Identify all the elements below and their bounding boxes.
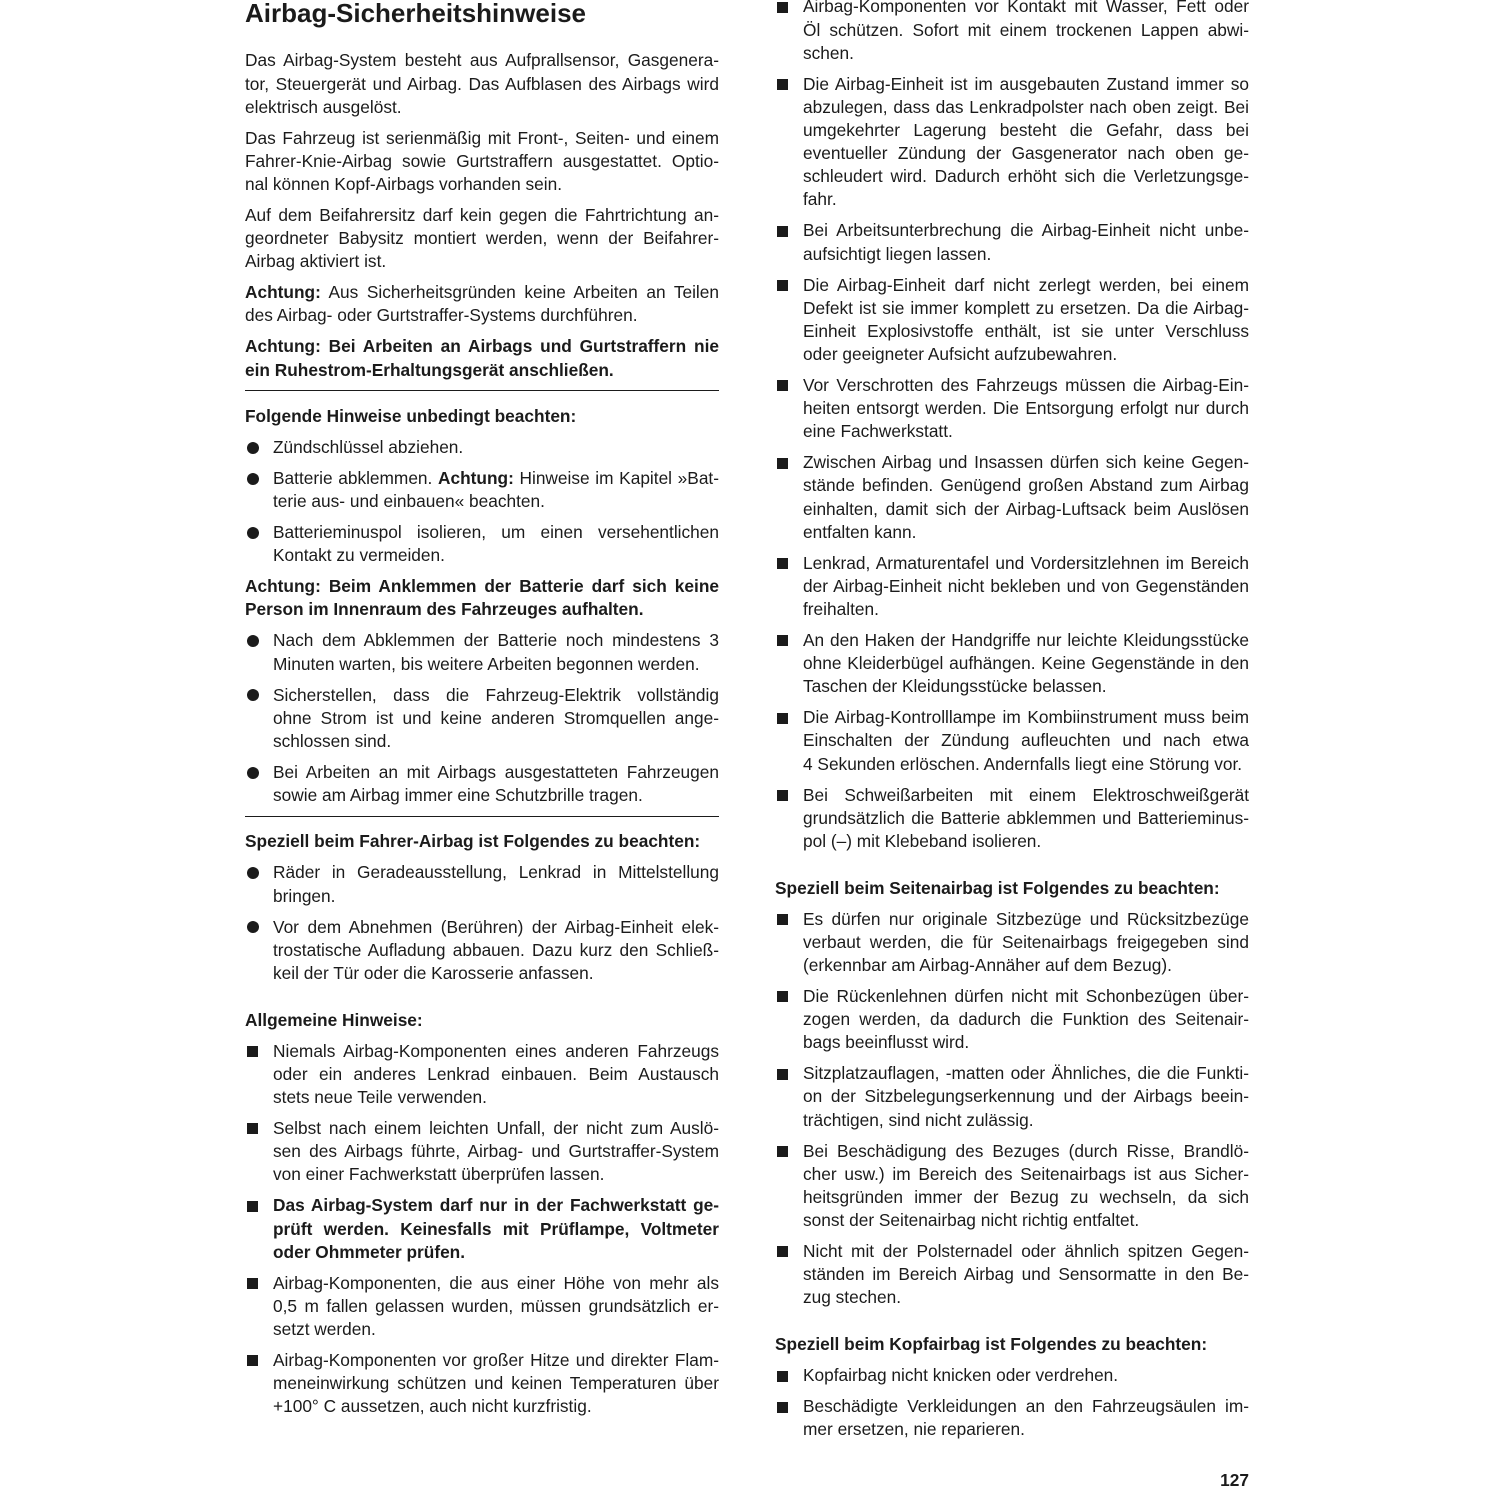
text-line: stände befinden. Genügend großen Abstand zum Airbag — [803, 475, 1249, 496]
square-bullet-icon — [777, 558, 788, 569]
text-line: bags beeinflusst wird. — [803, 1032, 970, 1053]
square-bullet-item — [775, 629, 1249, 698]
square-bullet-icon — [777, 2, 788, 13]
square-bullet-icon — [777, 790, 788, 801]
text-line: Das Airbag-System darf nur in der Fachwerkstatt ge- — [273, 1195, 719, 1216]
text-line: Räder in Geradeausstellung, Lenkrad in Mittelstellung — [273, 862, 719, 883]
text-line: Öl schützen. Sofort mit einem trockenen Lappen abwi- — [803, 19, 1249, 40]
paragraph — [245, 204, 719, 273]
text-line: freihalten. — [803, 598, 879, 619]
square-bullet-item — [775, 1240, 1249, 1309]
section-heading: Speziell beim Kopfairbag ist Folgendes zu beachten: — [775, 1334, 1208, 1355]
text-line: Sitzplatzauflagen, -matten oder Ähnliches, die die Funkti- — [803, 1063, 1249, 1084]
text-line: Bei Schweißarbeiten mit einem Elektroschweißgerät — [803, 784, 1249, 805]
text-line: fahr. — [803, 189, 837, 210]
bold-text: Achtung: — [245, 282, 321, 303]
text-line: schleudert wird. Dadurch erhöht sich die Verletzungsge- — [803, 166, 1249, 187]
text-line: Achtung: Bei Arbeiten an Airbags und Gurtstraffern nie — [245, 336, 719, 357]
square-bullet-icon — [777, 380, 788, 391]
square-bullet-icon — [777, 226, 788, 237]
text-line: Lenkrad, Armaturentafel und Vordersitzlehnen im Bereich — [803, 552, 1249, 573]
text-line: Minuten warten, bis weitere Arbeiten begonnen werden. — [273, 653, 700, 674]
text-line: verbaut werden, die für Seitenairbags freigegeben sind — [803, 931, 1249, 952]
square-bullet-icon — [777, 79, 788, 90]
text-line: Airbag aktiviert ist. — [245, 251, 387, 272]
text-line: bringen. — [273, 885, 336, 906]
text-line: Person im Innenraum des Fahrzeuges aufhalten. — [245, 599, 644, 620]
text-line: Bei Arbeiten an mit Airbags ausgestatteten Fahrzeugen — [273, 761, 719, 782]
bullet-item — [245, 436, 719, 459]
square-bullet-item — [245, 1272, 719, 1341]
square-bullet-item — [775, 0, 1249, 65]
section — [245, 830, 719, 985]
square-bullet-item — [245, 1117, 719, 1186]
text-line: Es dürfen nur originale Sitzbezüge und Rücksitzbezüge — [803, 908, 1249, 929]
circle-bullet-icon — [247, 442, 259, 454]
square-bullet-item — [245, 1040, 719, 1109]
section-heading: Folgende Hinweise unbedingt beachten: — [245, 406, 577, 426]
text-line: eventueller Zündung der Gasgenerator nach oben ge- — [803, 143, 1249, 164]
section-heading: Speziell beim Fahrer-Airbag ist Folgendes zu beachten: — [245, 831, 701, 852]
text-line: sen des Airbags führte, Airbag- und Gurtstraffer-System — [273, 1141, 719, 1162]
bold-text: Achtung: — [438, 468, 514, 488]
section — [245, 1009, 719, 1419]
text-line: setzt werden. — [273, 1319, 376, 1340]
circle-bullet-icon — [247, 921, 259, 933]
text-line: ohne Kleiderbügel aufhängen. Keine Gegenstände in den — [803, 653, 1249, 674]
paragraph — [245, 575, 719, 621]
left-column — [245, 49, 719, 1418]
paragraph — [245, 335, 719, 381]
text-line: An den Haken der Handgriffe nur leichte Kleidungsstücke — [803, 629, 1249, 650]
square-bullet-item — [775, 451, 1249, 544]
text-line: Zwischen Airbag und Insassen dürfen sich keine Gegen- — [803, 452, 1249, 473]
square-bullet-item — [775, 274, 1249, 367]
text-line: (erkennbar am Airbag-Annäher auf dem Bezug). — [803, 955, 1172, 976]
text-line: tor, Steuergerät und Airbag. Das Aufblasen des Airbags wird — [245, 73, 719, 94]
square-bullet-item — [775, 1140, 1249, 1233]
paragraph — [245, 49, 719, 118]
square-bullet-icon — [247, 1046, 258, 1057]
text-line: eine Fachwerkstatt. — [803, 421, 953, 442]
section-with-divider — [245, 405, 719, 817]
circle-bullet-icon — [247, 689, 259, 701]
text-segment: Aus Sicherheitsgründen keine Arbeiten an Teilen — [320, 282, 719, 303]
text-line: Airbag-Komponenten, die aus einer Höhe von mehr als — [273, 1272, 719, 1293]
square-bullet-icon — [247, 1355, 258, 1366]
text-line: von einer Fachwerkstatt überprüfen lassen. — [273, 1164, 605, 1185]
square-bullet-icon — [777, 280, 788, 291]
text-line: trostatische Aufladung abbauen. Dazu kurz den Schließ- — [273, 939, 719, 960]
text-line: Kontakt zu vermeiden. — [273, 545, 445, 566]
square-bullet-item — [775, 1395, 1249, 1441]
circle-bullet-icon — [247, 767, 259, 779]
text-line: aufsichtigt liegen lassen. — [803, 243, 992, 264]
circle-bullet-icon — [247, 867, 259, 879]
text-line: Das Fahrzeug ist serienmäßig mit Front-, Seiten- und einem — [245, 127, 719, 148]
square-bullet-item — [775, 1062, 1249, 1131]
text-line: Vor Verschrotten des Fahrzeugs müssen die Airbag-Ein- — [803, 374, 1249, 395]
text-line: elektrisch ausgelöst. — [245, 96, 402, 117]
square-bullet-icon — [777, 635, 788, 646]
text-line: zogen werden, da dadurch die Funktion des Seitenair- — [803, 1009, 1249, 1030]
text-line: Die Airbag-Einheit darf nicht zerlegt werden, bei einem — [803, 274, 1249, 295]
text-line — [273, 467, 719, 490]
square-bullet-item — [775, 1364, 1249, 1387]
bullet-item — [245, 761, 719, 807]
right-column — [775, 0, 1249, 1442]
square-bullet-icon — [247, 1278, 258, 1289]
text-line: cher usw.) im Bereich des Seitenairbags ist aus Sicher- — [803, 1163, 1249, 1184]
text-line: Taschen der Kleidungsstücke belassen. — [803, 676, 1107, 697]
page-title: Airbag-Sicherheitshinweise — [245, 0, 586, 28]
text-line: Defekt ist sie immer komplett zu ersetzen. Da die Airbag- — [803, 297, 1249, 318]
text-line: 0,5 m fallen gelassen wurden, müssen grundsätzlich er- — [273, 1295, 719, 1316]
circle-bullet-icon — [247, 635, 259, 647]
square-bullet-icon — [777, 713, 788, 724]
square-bullet-item — [775, 73, 1249, 212]
square-bullet-item — [245, 1194, 719, 1263]
text-line: Niemals Airbag-Komponenten eines anderen Fahrzeugs — [273, 1040, 719, 1061]
text-line: einhalten, damit sich der Airbag-Luftsack beim Auslösen — [803, 498, 1249, 519]
text-line: Nach dem Abklemmen der Batterie noch mindestens 3 — [273, 630, 719, 651]
bullet-item — [245, 916, 719, 985]
square-bullet-item — [245, 1349, 719, 1418]
page-number: 127 — [1220, 1470, 1249, 1489]
text-line: oder ein anderes Lenkrad einbauen. Beim Austausch — [273, 1064, 719, 1085]
text-line: Zündschlüssel abziehen. — [273, 437, 464, 457]
text-line: ständen im Bereich Airbag und Sensormatte in den Be- — [803, 1264, 1249, 1285]
square-bullet-item — [775, 706, 1249, 775]
text-line: Einheit Explosivstoffe enthält, ist sie unter Verschluss — [803, 320, 1249, 341]
text-line: oder geeigneter Aufsicht aufzubewahren. — [803, 343, 1118, 364]
section — [775, 877, 1249, 1310]
text-line: zug stechen. — [803, 1287, 901, 1308]
text-line: stets neue Teile verwenden. — [273, 1087, 487, 1108]
square-bullet-item — [775, 985, 1249, 1054]
square-bullet-item — [775, 219, 1249, 265]
square-bullet-icon — [777, 1069, 788, 1080]
section-with-divider — [245, 49, 719, 391]
square-bullet-icon — [247, 1201, 258, 1212]
text-line: Nicht mit der Polsternadel oder ähnlich spitzen Gegen- — [803, 1241, 1249, 1262]
text-line: +100° C aussetzen, auch nicht kurzfristig. — [273, 1396, 592, 1417]
square-bullet-item — [775, 552, 1249, 621]
circle-bullet-icon — [247, 473, 259, 485]
bullet-item — [245, 521, 719, 567]
square-bullet-item — [775, 784, 1249, 853]
text-segment: Hinweise im Kapitel »Bat- — [513, 468, 719, 488]
text-line: Die Airbag-Kontrolllampe im Kombiinstrument muss beim — [803, 707, 1249, 728]
square-bullet-icon — [247, 1123, 258, 1134]
text-line: Die Airbag-Einheit ist im ausgebauten Zustand immer so — [803, 73, 1249, 94]
paragraph — [245, 127, 719, 196]
text-line: grundsätzlich die Batterie abklemmen und Batterieminus- — [803, 807, 1249, 828]
square-bullet-icon — [777, 1402, 788, 1413]
text-line: Selbst nach einem leichten Unfall, der nicht zum Auslö- — [273, 1118, 719, 1139]
text-line: keil der Tür oder die Karosserie anfassen. — [273, 962, 594, 983]
text-line: schen. — [803, 42, 854, 63]
square-bullet-item — [775, 908, 1249, 977]
text-line: Kopfairbag nicht knicken oder verdrehen. — [803, 1365, 1119, 1386]
text-line: heiten entsorgt werden. Die Entsorgung erfolgt nur durch — [803, 398, 1249, 419]
text-line: ohne Strom ist und keine anderen Stromquellen ange- — [273, 707, 719, 728]
text-line: Fahrer-Knie-Airbag sowie Gurtstraffern ausgestattet. Optio- — [245, 150, 719, 171]
square-bullet-icon — [777, 914, 788, 925]
text-line: prüft werden. Keinesfalls mit Prüflampe, Voltmeter — [273, 1218, 719, 1239]
section — [775, 1333, 1249, 1441]
text-line: heitsgründen immer der Bezug zu wechseln, da sich — [803, 1186, 1249, 1207]
circle-bullet-icon — [247, 527, 259, 539]
bullet-item — [245, 467, 719, 513]
text-line: terie aus- und einbauen« beachten. — [273, 491, 545, 512]
text-line: 4 Sekunden erlöschen. Andernfalls liegt eine Störung vor. — [803, 753, 1243, 774]
text-line: Bei Arbeitsunterbrechung die Airbag-Einheit nicht unbe- — [803, 220, 1249, 241]
text-line: abzulegen, dass das Lenkradpolster nach oben zeigt. Bei — [803, 96, 1249, 117]
section-heading: Speziell beim Seitenairbag ist Folgendes zu beachten: — [775, 877, 1220, 898]
text-line: Achtung: Beim Anklemmen der Batterie darf sich keine — [245, 576, 719, 597]
text-line: umgekehrter Lagerung besteht die Gefahr, dass bei — [803, 119, 1249, 140]
text-line: trächtigen, sind nicht zulässig. — [803, 1109, 1034, 1130]
bullet-item — [245, 684, 719, 753]
text-line: oder Ohmmeter prüfen. — [273, 1241, 466, 1262]
text-line: Auf dem Beifahrersitz darf kein gegen die Fahrtrichtung an- — [245, 204, 719, 225]
bullet-item — [245, 861, 719, 907]
text-line: schlossen sind. — [273, 730, 392, 751]
text-line: sonst der Seitenairbag nicht richtig entfaltet. — [803, 1210, 1140, 1231]
square-bullet-icon — [777, 1371, 788, 1382]
text-line: ein Ruhestrom-Erhaltungsgerät anschließen. — [245, 359, 614, 380]
text-line: entfalten kann. — [803, 521, 917, 542]
text-line: sowie am Airbag immer eine Schutzbrille tragen. — [273, 784, 643, 805]
text-line: Batterieminuspol isolieren, um einen versehentlichen — [273, 522, 719, 543]
text-line: Das Airbag-System besteht aus Aufprallsensor, Gasgenera- — [245, 50, 719, 71]
square-bullet-item — [775, 374, 1249, 443]
text-line: Die Rückenlehnen dürfen nicht mit Schonbezügen über- — [803, 986, 1249, 1007]
text-line: Beschädigte Verkleidungen an den Fahrzeugsäulen im- — [803, 1396, 1249, 1417]
square-bullet-icon — [777, 1246, 788, 1257]
text-line: pol (–) mit Klebeband isolieren. — [803, 830, 1042, 851]
text-line: mer ersetzen, nie reparieren. — [803, 1419, 1025, 1440]
text-line: Bei Beschädigung des Bezuges (durch Risse, Brandlö- — [803, 1140, 1249, 1161]
section-heading: Allgemeine Hinweise: — [245, 1009, 423, 1030]
square-bullet-icon — [777, 458, 788, 469]
text-line: Airbag-Komponenten vor Kontakt mit Wasser, Fett oder — [803, 0, 1249, 17]
text-line: Einschalten der Zündung aufleuchten und nach etwa — [803, 730, 1249, 751]
text-line: der Airbag-Einheit nicht bekleben und von Gegenständen — [803, 575, 1249, 596]
text-line: Sicherstellen, dass die Fahrzeug-Elektrik vollständig — [273, 684, 719, 705]
text-line — [245, 281, 719, 304]
text-line: Vor dem Abnehmen (Berühren) der Airbag-Einheit elek- — [273, 916, 719, 937]
text-segment: Batterie abklemmen. — [273, 468, 439, 488]
bullet-item — [245, 629, 719, 675]
text-line: Airbag-Komponenten vor großer Hitze und direkter Flam- — [273, 1350, 719, 1371]
text-line: nal können Kopf-Airbags vorhanden sein. — [245, 173, 563, 194]
text-line: des Airbag- oder Gurtstraffer-Systems durchführen. — [245, 305, 638, 326]
text-line: on der Sitzbelegungserkennung und der Airbags beein- — [803, 1086, 1249, 1107]
paragraph — [245, 281, 719, 327]
text-line: geordneter Babysitz montiert werden, wenn der Beifahrer- — [245, 228, 719, 249]
section — [775, 0, 1249, 853]
text-line: meneinwirkung schützen und keinen Temperaturen über — [273, 1373, 719, 1394]
square-bullet-icon — [777, 1146, 788, 1157]
square-bullet-icon — [777, 991, 788, 1002]
